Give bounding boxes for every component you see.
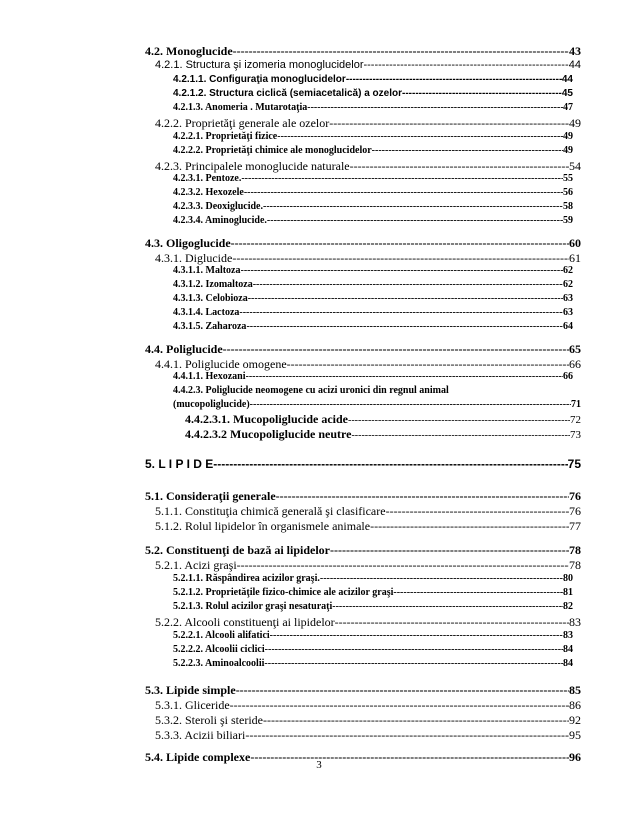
dot-leader: [263, 201, 563, 212]
toc-entry: [145, 683, 581, 698]
toc-page: 82: [563, 601, 573, 612]
toc-entry-title: 4.2.2.2. Proprietăţi chimice ale monoglucidelor: [173, 145, 372, 156]
dot-leader: [346, 74, 562, 85]
toc-entry: [173, 573, 573, 584]
toc-entry-title: 5. L I P I D E: [145, 457, 214, 471]
toc-entry-title: 5.3.2. Steroli şi steride: [155, 713, 263, 727]
toc-entry-title: 4.3.1.2. Izomaltoza: [173, 279, 253, 290]
toc-entry-title: 5.1.2. Rolul lipidelor în organismele animale: [155, 519, 371, 533]
dot-leader: [270, 630, 563, 641]
dot-leader: [332, 601, 563, 612]
toc-entry-title: 4.2.3. Principalele monoglucide naturale: [155, 159, 350, 173]
toc-entry: [173, 201, 573, 212]
toc-entry-title: 4.3.1.1. Maltoza: [173, 265, 241, 276]
dot-leader: [402, 88, 562, 99]
toc-page: 76: [569, 489, 581, 503]
toc-entry: [155, 251, 581, 266]
toc-entry-title: 4.3.1.3. Celobioza: [173, 293, 248, 304]
page-number: 3: [316, 759, 322, 771]
dot-leader: [223, 342, 569, 357]
toc-page: 75: [567, 457, 581, 471]
toc-entry-title: 5.1. Consideraţii generale: [145, 489, 276, 503]
toc-page: 84: [563, 644, 573, 655]
toc-entry: [173, 307, 573, 318]
toc-entry-title: 4.2.3.4. Aminoglucide.: [173, 215, 267, 226]
toc-entry: [173, 131, 573, 142]
dot-leader: [241, 173, 563, 184]
toc-entry: [173, 215, 573, 226]
toc-entry-title: 5.2.2. Alcooli constituenţi ai lipidelor: [155, 615, 335, 629]
toc-page: 65: [569, 342, 581, 356]
toc-page: 49: [569, 116, 581, 130]
dot-leader: [253, 279, 563, 290]
toc-page: 55: [563, 173, 573, 184]
toc-page: 62: [563, 279, 573, 290]
toc-entry-title: 4.4.2.3.2 Mucopoliglucide neutre: [185, 427, 352, 441]
toc-page: 96: [569, 750, 581, 764]
toc-entry: [173, 265, 573, 276]
toc-entry: [173, 601, 573, 612]
toc-entry-title: 4.3. Oligoglucide: [145, 236, 231, 250]
toc-entry: [173, 321, 573, 332]
toc-entry-title: 4.3.1.5. Zaharoza: [173, 321, 247, 332]
toc-page: 78: [569, 558, 581, 572]
toc-page: 95: [569, 728, 581, 742]
toc-entry-title: 4.2.3.3. Deoxiglucide.: [173, 201, 263, 212]
toc-page: 43: [569, 44, 581, 58]
chapter-entry: [145, 457, 581, 471]
toc-entry-title: 4.4.1. Poliglucide omogene: [155, 357, 287, 371]
dot-leader: [372, 145, 563, 156]
dot-leader: [245, 728, 569, 743]
toc-page: 76: [569, 504, 581, 518]
toc-entry-title: 5.1.1. Constituţia chimică generală şi clasificare: [155, 504, 386, 518]
dot-leader: [330, 543, 569, 558]
toc-entry: [155, 519, 581, 534]
toc-entry: [155, 713, 581, 728]
dot-leader: [370, 519, 569, 534]
toc-entry-title: 4.3.1. Diglucide: [155, 251, 233, 265]
toc-entry: [173, 371, 573, 382]
dot-leader: [350, 159, 569, 174]
toc-entry: [185, 427, 581, 442]
dot-leader: [329, 116, 569, 131]
toc-entry: [173, 293, 573, 304]
toc-page: 78: [569, 543, 581, 557]
toc-entry-title: 5.2.1.1. Răspândirea acizilor graşi.: [173, 573, 320, 584]
toc-entry-title: 5.2.2.1. Alcooli alifatici: [173, 630, 270, 641]
toc-entry: [173, 88, 573, 99]
dot-leader: [393, 587, 563, 598]
toc-page: 85: [569, 683, 581, 697]
toc-page: 44: [568, 59, 581, 71]
dot-leader: [267, 215, 563, 226]
dot-leader: [246, 321, 563, 332]
toc-page: 77: [569, 519, 581, 533]
dot-leader: [248, 293, 563, 304]
toc-entry: [155, 504, 581, 519]
toc-entry: [173, 173, 573, 184]
toc-entry: [173, 399, 581, 410]
toc-page: 62: [563, 265, 573, 276]
dot-leader: [230, 698, 569, 713]
toc-page: 63: [563, 293, 573, 304]
toc-entry: [173, 658, 573, 669]
dot-leader: [386, 504, 569, 519]
toc-entry-title: 5.2.2.2. Alcoolii ciclici: [173, 644, 265, 655]
toc-entry: [173, 187, 573, 198]
toc-page: 66: [569, 357, 581, 371]
dot-leader: [233, 44, 569, 59]
dot-leader: [250, 399, 571, 410]
dot-leader: [351, 430, 570, 441]
toc-entry: [155, 357, 581, 372]
dot-leader: [363, 59, 568, 71]
toc-page: 72: [570, 414, 581, 426]
toc-entry-title: 4.2.2.1. Proprietăţi fizice: [173, 131, 278, 142]
toc-entry-title: 4.2.1.1. Configuraţia monoglucidelor: [173, 74, 346, 85]
toc-page: 83: [569, 615, 581, 629]
toc-entry-title: 5.2.1. Acizi graşi: [155, 558, 237, 572]
toc-entry-title: 5.2.1.2. Proprietăţile fizico-chimice ale acizilor graşi: [173, 587, 394, 598]
toc-entry-title: 5.3.3. Acizii biliari: [155, 728, 246, 742]
toc-page: 84: [563, 658, 573, 669]
toc-page: 45: [561, 88, 573, 99]
toc-page: 81: [563, 587, 573, 598]
toc-entry-title: 4.2.1.2. Structura ciclică (semiacetalică) a ozelor: [173, 88, 403, 99]
toc-page: 83: [563, 630, 573, 641]
toc-entry: [155, 558, 581, 573]
toc-page: 61: [569, 251, 581, 265]
toc-entry: [155, 59, 581, 71]
toc-entry-title: 4.2. Monoglucide: [145, 44, 233, 58]
dot-leader: [263, 713, 569, 728]
toc-entry: [173, 644, 573, 655]
toc-entry-title: 4.4.1.1. Hexozani: [173, 371, 246, 382]
dot-leader: [239, 307, 563, 318]
toc-page: 54: [569, 159, 581, 173]
toc-page: 86: [569, 698, 581, 712]
dot-leader: [237, 558, 569, 573]
toc-entry: [145, 543, 581, 558]
dot-leader: [232, 251, 569, 266]
toc-entry-title: 5.2. Constituenţi de bază ai lipidelor: [145, 543, 331, 557]
toc-entry: [185, 412, 581, 427]
toc-entry: [145, 489, 581, 504]
toc-page: 66: [563, 371, 573, 382]
dot-leader: [241, 265, 564, 276]
dot-leader: [246, 371, 564, 382]
toc-entry-title: 5.4. Lipide complexe: [145, 750, 251, 764]
toc-entry: [145, 44, 581, 59]
toc-page: 60: [569, 236, 581, 250]
dot-leader: [213, 457, 567, 471]
toc-entry-title: 4.3.1.4. Lactoza: [173, 307, 240, 318]
toc-entry-title: 4.2.3.1. Pentoze.: [173, 173, 242, 184]
dot-leader: [307, 102, 563, 113]
toc-page: 64: [563, 321, 573, 332]
toc-entry-title: (mucopoliglucide): [173, 399, 250, 410]
toc-entry: [173, 279, 573, 290]
toc-page: 56: [563, 187, 573, 198]
toc-entry: [155, 615, 581, 630]
toc-entry-title: 4.4. Poliglucide: [145, 342, 223, 356]
dot-leader: [335, 615, 569, 630]
dot-leader: [264, 658, 563, 669]
dot-leader: [236, 683, 569, 698]
toc-entry: [145, 236, 581, 251]
toc-entry: [155, 728, 581, 743]
toc-entry-title: 4.2.3.2. Hexozele: [173, 187, 244, 198]
toc-entry: [173, 145, 573, 156]
toc-entry-title: 5.3. Lipide simple: [145, 683, 236, 697]
dot-leader: [348, 415, 570, 426]
toc-entry-title: 4.4.2.3.1. Mucopoliglucide acide: [185, 412, 348, 426]
toc-page: 49: [563, 145, 573, 156]
dot-leader: [287, 357, 569, 372]
toc-entry: [173, 630, 573, 641]
toc-page: 71: [571, 399, 581, 410]
toc-entry-title: 5.3.1. Gliceride: [155, 698, 230, 712]
toc-entry: [155, 159, 581, 174]
toc-page: 47: [563, 102, 573, 113]
toc-page: 80: [563, 573, 573, 584]
dot-leader: [320, 573, 563, 584]
toc-page: 92: [569, 713, 581, 727]
toc-page: 44: [561, 74, 573, 85]
toc-entry-title: 5.2.1.3. Rolul acizilor graşi nesaturaţi: [173, 601, 333, 612]
toc-entry-title-line: 4.4.2.3. Poliglucide neomogene cu acizi uronici din regnul animal: [173, 385, 449, 396]
toc-entry: [173, 587, 573, 598]
toc-page: 73: [570, 429, 581, 441]
dot-leader: [276, 489, 569, 504]
toc-entry: [145, 342, 581, 357]
toc-entry-title: 5.2.2.3. Aminoalcoolii: [173, 658, 265, 669]
toc-page: 63: [563, 307, 573, 318]
toc-entry: [155, 698, 581, 713]
dot-leader: [244, 187, 563, 198]
toc-entry-title: 4.2.1.3. Anomeria . Mutarotaţia: [173, 102, 308, 113]
dot-leader: [265, 644, 563, 655]
toc-entry: [173, 102, 573, 113]
toc-entry-title: 4.2.1. Structura şi izomeria monoglucidelor: [155, 59, 364, 71]
toc-entry-title: 4.2.2. Proprietăţi generale ale ozelor: [155, 116, 330, 130]
toc-page: 59: [563, 215, 573, 226]
dot-leader: [231, 236, 569, 251]
toc-page: 58: [563, 201, 573, 212]
toc-entry: [173, 74, 573, 85]
toc-entry: [155, 116, 581, 131]
dot-leader: [277, 131, 563, 142]
toc-page: 49: [563, 131, 573, 142]
